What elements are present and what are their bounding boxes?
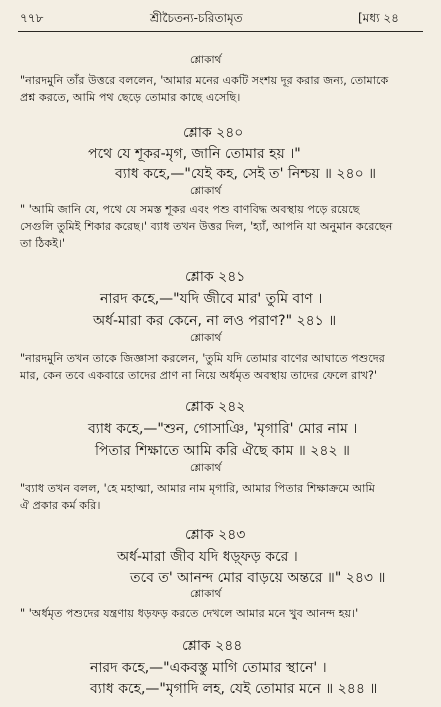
translation-line: তা ঠিকই।' [20,237,66,250]
translation-line: সেগুলি তুমিই শিকার করেছ।' ব্যাধ তখন উত্তর দিল, 'হ্যাঁ, আপনি যা অনুমান করেছেন [20,220,393,233]
verse-line: ব্যাধ কহে,—"মৃগাদি লহ, যেই তোমার মনে ॥ ২৪৪ ॥ [90,681,378,697]
translation-line: ঐ প্রকার কর্ম করি। [20,499,101,512]
translation-text [20,605,425,622]
verse-heading: শ্লোক ২৪০ [183,125,244,141]
verse-heading: শ্লোক ২৪৩ [185,527,246,543]
translation-text [20,350,425,384]
verse-line: অর্ধ-মারা কর কেনে, না লও পরাণ?" ২৪১ ॥ [93,313,337,329]
verse-line: পথে যে শূকর-মৃগ, জানি তোমার হয় ।" [88,146,301,162]
translation-line: মার, কেন তবে একবারে তাদের প্রাণ না নিয়ে অর্ধমৃত অবস্থায় তাদের ফেলে রাখ?' [20,369,378,382]
chapter-marker: [মধ্য ২৪ [358,11,399,25]
page-number: ৭৭৮ [20,11,44,25]
verse-line: নারদ কহে,—"যদি জীবে মার' তুমি বাণ । [100,291,323,307]
translation-label: শ্লোকার্থ [190,332,222,344]
verse-line: ব্যাধ কহে,—"যেই কহ, সেই ত' নিশ্চয় ॥ ২৪০ ॥ [115,166,377,182]
translation-text [20,201,425,252]
translation-text [20,480,425,514]
verse-line: তবে ত' আনন্দ মোর বাড়য়ে অন্তরে ॥" ২৪৩ ॥ [130,570,386,586]
header-rule [18,31,423,32]
translation-line: "নারদমুনি তখন তাকে জিজ্ঞাসা করলেন, 'তুমি যদি তোমার বাণের আঘাতে পশুদের [20,352,385,365]
verse-heading: শ্লোক ২৪১ [185,269,246,285]
translation-line: "নারদমুনি তাঁর উত্তরে বললেন, 'আমার মনের একটি সংশয় দূর করার জন্য, তোমাকে [20,74,389,87]
translation-line: " 'আমি জানি যে, পথে যে সমস্ত শূকর এবং পশু বাণবিদ্ধ অবস্থায় পড়ে রয়েছে [20,203,360,216]
translation-label: শ্লোকার্থ [190,185,222,197]
verse-line: অর্ধ-মারা জীব যদি ধড়্ফড় করে । [117,549,298,565]
translation-line: "ব্যাধ তখন বলল, 'হে মহাত্মা, আমার নাম মৃগারি, আমার পিতার শিক্ষাক্রমে আমি [20,482,375,495]
translation-label: শ্লোকার্থ [190,462,222,474]
translation-text [20,72,425,106]
translation-line: " 'অর্ধমৃত পশুদের যন্ত্রণায় ধড়ফড় করতে দেখলে আমার মনে খুব আনন্দ হয়।' [20,607,359,620]
verse-line: ব্যাধ কহে,—"শুন, গোসাঞি, 'মৃগারি' মোর নাম । [88,421,358,437]
translation-line: প্রশ্ন করতে, আমি পথ ছেড়ে তোমার কাছে এসেছি। [20,91,241,104]
verse-line: নারদ কহে,—"একবস্তু মাগি তোমার স্থানে' । [90,660,327,676]
verse-heading: শ্লোক ২৪৪ [182,638,243,654]
running-title: শ্রীচৈতন্য-চরিতামৃত [150,11,243,25]
translation-label: শ্লোকার্থ [190,588,222,600]
verse-heading: শ্লোক ২৪২ [185,399,246,415]
translation-label: শ্লোকার্থ [190,54,222,66]
verse-line: পিতার শিক্ষাতে আমি করি ঐছে কাম ॥ ২৪২ ॥ [95,443,350,459]
